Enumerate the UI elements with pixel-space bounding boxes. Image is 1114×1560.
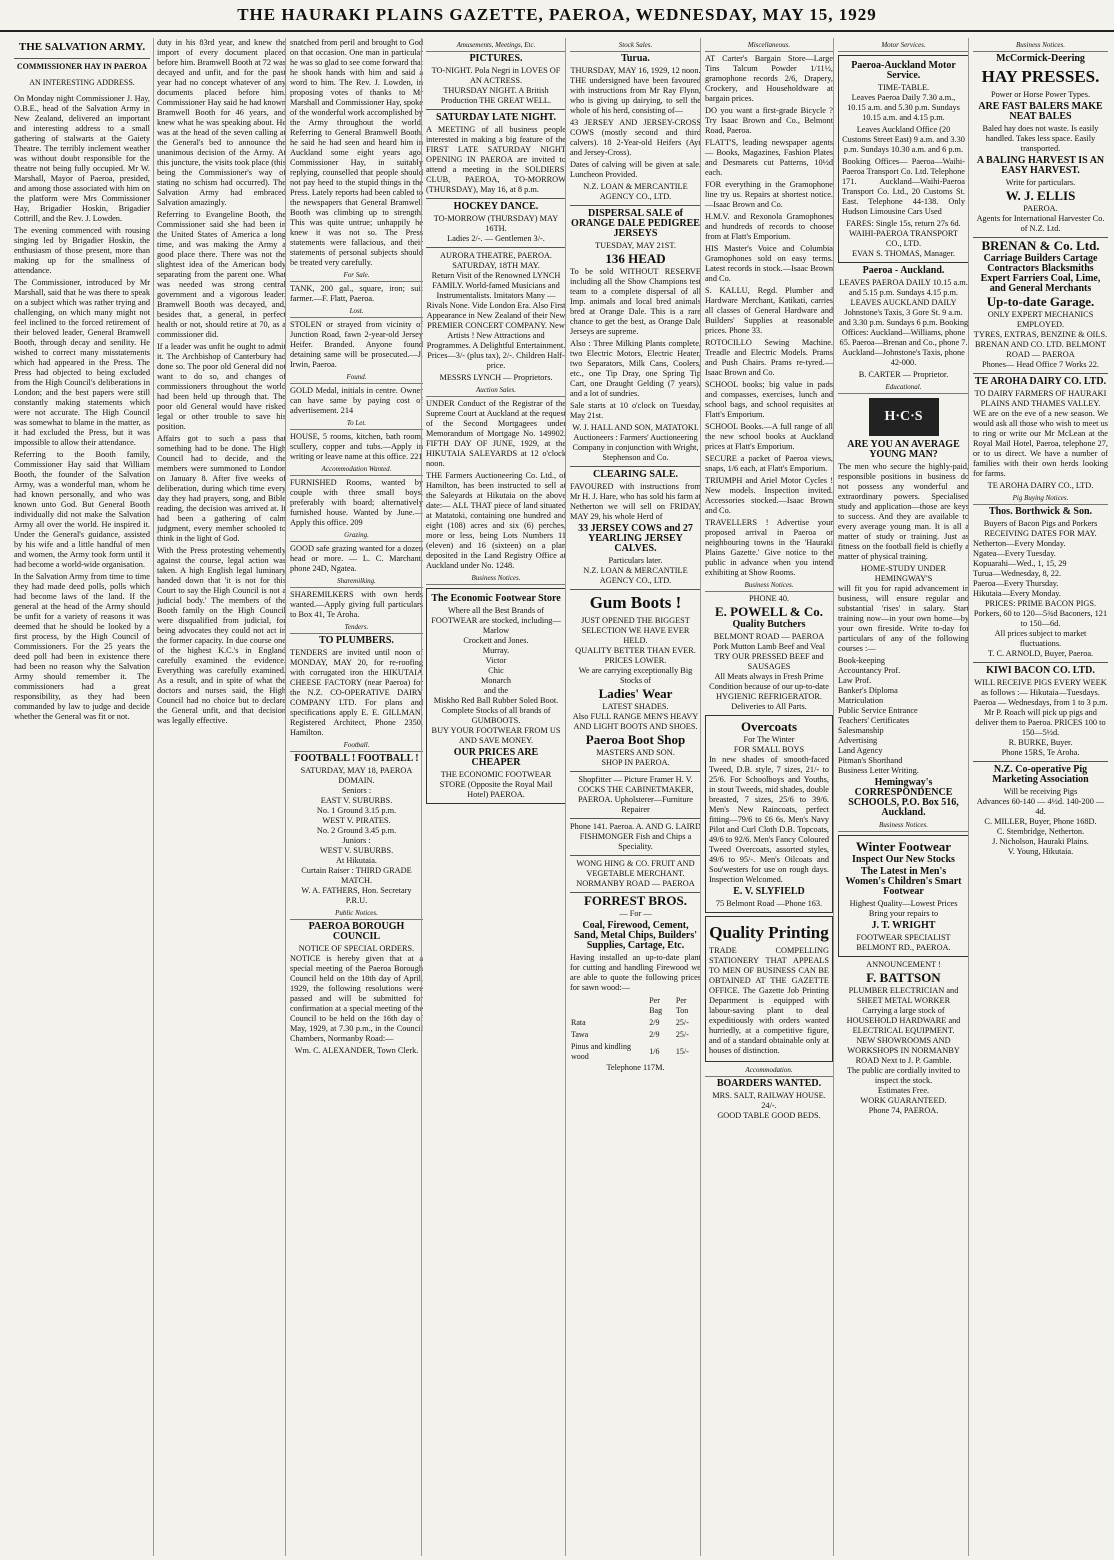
te-aroha-dairy: TE AROHA DAIRY CO. LTD.	[974, 376, 1107, 387]
column-amusements	[421, 38, 566, 1556]
section-label: Tenders.	[290, 622, 423, 634]
forrest-goods: Coal, Firewood, Cement, Sand, Metal Chips, Builders' Supplies, Cartage, Etc.	[573, 920, 698, 951]
football-secretary: W. A. FATHERS, Hon. Secretary P.R.U.	[301, 886, 412, 905]
divider	[426, 198, 566, 199]
seniors-label: Seniors :	[341, 786, 372, 795]
forrest-for: — For —	[619, 909, 652, 918]
course-item: Banker's Diploma	[838, 686, 898, 695]
te-aroha-sign: TE AROHA DAIRY CO., LTD.	[987, 481, 1094, 490]
column-salvation-army	[14, 38, 150, 1556]
article-subtitle: COMMISSIONER HAY IN PAEROA	[16, 62, 148, 71]
column-business-notices	[968, 38, 1108, 1556]
overcoats-ad	[705, 715, 833, 913]
brand-item: Crockett and Jones.	[463, 636, 529, 645]
phone-74: Phone 74, PAEROA.	[868, 1106, 939, 1115]
juniors-label: Juniors :	[342, 836, 371, 845]
buyers-line: Buyers of Bacon Pigs and Porkers	[983, 519, 1098, 528]
mccormick-deering: McCormick-Deering	[996, 53, 1085, 64]
mishko-line: Miskho Red Ball Rubber Soled Boot.	[433, 696, 559, 705]
section-label: Public Notices.	[290, 908, 423, 920]
agents: Agents for International Harvester Co. of N.Z. Ltd.	[976, 214, 1105, 233]
advances: Advances 60-140 — 4½d. 140-200 — 4d.	[976, 797, 1105, 816]
table-header-cell: Per Bag	[649, 996, 663, 1015]
winter-footwear: Winter Footwear	[855, 839, 952, 854]
course-item: Accountancy Prof.	[838, 666, 901, 675]
belmont-road: BELMONT ROAD — PAEROA	[713, 632, 825, 641]
lynch-family-ad: Return Visit of the Renowned LYNCH FAMILY. World-famed Musicians and Instrumentalists. Imitators Many — Rivals None. Vide London Era. Also First Appearance in New Zealand of their New PREMIER CONCERT COMPANY. New Artists ! New Attractions and Programmes. A Delightful Entertainment. Prices—3/- (plus tax), 2/-. Children Half-price.	[426, 271, 566, 370]
booking-offices: Booking Offices— Paeroa—Waihi-Paeroa Transport Co. Ltd. Telephone 171. Auckland—Waihi-Paeroa Transport Co. Ltd., 20 Customs St. East. Telephone 44-138. Only Hudson Limousine Cars Used	[842, 157, 965, 216]
misc-ad: S. KALLU, Regd. Plumber and Hardware Merchant, Katikati, carries all classes of General Hardware and Builders' Supplies at reasonable prices. Phone 33.	[705, 286, 833, 335]
quality-butchers: Quality Butchers	[732, 619, 806, 630]
mrs-salt: MRS. SALT, RAILWAY HOUSE.	[712, 1091, 826, 1100]
quality-line: QUALITY BETTER THAN EVER. PRICES LOWER.	[575, 646, 696, 665]
forrest-text: Having installed an up-to-date plant for cutting and handling Firewood we are able to quote the following prices for sawn wood:—	[570, 953, 701, 992]
section-label: Pig Buying Notices.	[973, 493, 1108, 505]
edu-text: will fit you for rapid advancement in business, will ensure regular and substantial 'rises' in salary. Start training now—in your own home—by your own fireside. Write to-day for particulars of any of the following courses :—	[838, 584, 969, 653]
football-date: SATURDAY, MAY 18, PAEROA DOMAIN.	[300, 766, 413, 785]
misc-ad: FLATT'S, leading newspaper agents — Books, Magazines, Fashion Plates and Desmarets cut Patterns, 10½d each.	[705, 138, 833, 177]
table-cell: 15/-	[675, 1047, 689, 1056]
paeroa-auckland-service	[838, 55, 969, 263]
course-item: Land Agency	[838, 746, 883, 755]
buyer-item: J. Nicholson, Hauraki Plains.	[992, 837, 1089, 846]
football-heading: FOOTBALL ! FOOTBALL !	[294, 753, 419, 764]
economic-heading: The Economic Footwear Store	[431, 593, 561, 604]
hockey-date: TO-MORROW (THURSDAY) MAY 16TH.	[433, 214, 559, 233]
battson-name: F. BATTSON	[866, 970, 941, 985]
pa2-text: LEAVES PAEROA DAILY 10.15 a.m. and 5.15 p.m. Sundays 4.15 p.m. LEAVES AUCKLAND DAILY Johnstone's Taxis, 3 Gore St. 9 a.m. and 3.30 p.m. Sundays 6 p.m. Booking Offices: Auckland—Williams, phone 65. Paeroa—Brenan and Co., phone 7. Auckland—Johnstone's Taxis, phone 42-000.	[838, 278, 969, 367]
tonight-listing: TO-NIGHT. Pola Negri in LOVES OF AN ACTRESS.	[431, 66, 561, 85]
brenan-name: BRENAN & Co. Ltd.	[981, 238, 1100, 253]
thursday-listing: THURSDAY NIGHT. A British Production THE GREAT WELL.	[440, 86, 552, 105]
economic-footwear-ad	[426, 588, 566, 804]
good-table: GOOD TABLE GOOD BEDS.	[717, 1111, 821, 1120]
kiwi-text: WILL RECEIVE PIGS EVERY WEEK as follows :— Hikutaia—Tuesdays. Paeroa — Wednesdays, from 1 to 3 p.m.	[973, 678, 1108, 707]
article-kicker: AN INTERESTING ADDRESS.	[29, 78, 135, 87]
section-label: Football.	[290, 740, 423, 752]
classified-ad: HOUSE, 5 rooms, kitchen, bath room, scullery, copper and tubs.—Apply in writing or leave name at this office. 221	[290, 432, 423, 461]
boarders-wanted: BOARDERS WANTED.	[716, 1078, 822, 1089]
divider	[570, 771, 701, 772]
dispersal-heading: DISPERSAL SALE of ORANGE DALE PEDIGREE JERSEYS	[571, 208, 700, 239]
tender-heading: TO PLUMBERS.	[319, 635, 394, 646]
meeting-notice: A MEETING of all business people interested in making a big feature of the FIRST LATE SATURDAY NIGHT OPENING IN PAEROA are invited to attend a meeting in the SOLDIERS' CLUB, PAEROA, TO-MORROW (THURSDAY), May 16, at 8 p.m.	[426, 125, 566, 194]
pressed-beef: TRY OUR PRESSED BEEF and SAUSAGES	[714, 652, 824, 671]
divider	[570, 466, 701, 467]
table-row	[570, 1041, 701, 1063]
fixture: EAST V. SUBURBS.	[320, 796, 393, 805]
table-cell: Pinus and kindling wood	[571, 1042, 632, 1061]
brand-item: Chic	[488, 666, 504, 675]
divider	[570, 205, 701, 206]
tyres: TYRES, EXTRAS, BENZINE & OILS.	[973, 330, 1108, 339]
dairy-text: WE are on the eve of a new season. We would ask all those who wish to meet us to ring or write our Mr McLean at the Royal Mail Hotel, Paeroa, telephone 27, or to us direct. We have a number of families with their own herds looking for farms.	[973, 409, 1108, 478]
buyer-item: C. Stembridge, Netherton.	[996, 827, 1085, 836]
buyer-item: C. MILLER, Buyer, Phone 168D.	[984, 817, 1097, 826]
roach-text: Mr P. Roach will pick up pigs and deliver them to Paeroa. PRICES 100 to 150—5½d.	[975, 708, 1106, 737]
misc-ad: HIS Master's Voice and Columbia Gramophones sold on easy terms. Latest records in stock.—Isaac Brown and Co.	[705, 244, 833, 283]
classified-ad: GOOD safe grazing wanted for a dozen head or more. — L. C. Marchant, phone 24D, Ngatea.	[290, 544, 423, 573]
laird-ad: Phone 141. Paeroa. A. AND G. LAIRD FISHMONGER Fish and Chips a Speciality.	[570, 822, 701, 851]
mechanics: ONLY EXPERT MECHANICS EMPLOYED.	[987, 310, 1094, 329]
arnold-buyer: T. C. ARNOLD, Buyer, Paeroa.	[987, 649, 1094, 658]
turua-heading: Turua.	[621, 53, 650, 64]
section-label: Auction Sales.	[426, 385, 566, 397]
will-receive: Will be receiving Pigs	[1003, 787, 1078, 796]
course-item: Law Prof.	[838, 676, 872, 685]
misc-ad: TRIUMPH and Ariel Motor Cycles ! New models. Inspection invited. Accessories stocked.—Isaac Brown and Co.	[705, 476, 833, 515]
up-to-date-garage: Up-to-date Garage.	[986, 294, 1095, 309]
wong-hing-ad: WONG HING & CO. FRUIT AND VEGETABLE MERCHANT. NORMANBY ROAD — PAEROA	[576, 859, 695, 888]
divider	[426, 247, 566, 248]
course-item: Teachers' Certificates	[838, 716, 910, 725]
section-label: To Let.	[290, 418, 423, 430]
column-classifieds	[285, 38, 423, 1556]
fixture: WEST V. SUBURBS.	[319, 846, 394, 855]
manager: EVAN S. THOMAS, Manager.	[852, 249, 955, 258]
sale-time: Sale starts at 10 o'clock on Tuesday, May 21st.	[570, 401, 701, 420]
column-salvation-army-continued	[153, 38, 286, 1556]
auctioneers: Auctioneers : Farmers' Auctioneering Company in conjunction with Wright, Stephenson and Co.	[572, 433, 699, 462]
article-paragraph: The evening commenced with rousing singing led by Brigadier Hoskin, the enthusiasm of those present, more than making up for the smallness of attendance.	[14, 226, 150, 275]
classified-ad: FURNISHED Rooms, wanted by couple with three small boys, preferably with board; alternatively furnished house. Wanted by June.—Apply this office. 209	[290, 478, 423, 527]
divider	[570, 589, 701, 590]
cows-listing: 43 JERSEY AND JERSEY-CROSS COWS (mostly second and third calvers). 18 2-Year-old Heifers (Ayr and Jersey-Cross).	[570, 118, 701, 157]
course-item: Public Service Entrance	[838, 706, 918, 715]
classified-ad: TANK, 200 gal., square, iron; suit farmer.—F. Flatt, Paeroa.	[290, 284, 423, 303]
write-particulars: Write for particulars.	[1005, 178, 1076, 187]
auction-text: THE Farmers Auctioneering Co. Ltd., of Hamilton, has been instructed to sell at the Saleyards at Hikutaia on the above date:— ALL THAT piece of land situated at Matatoki, containing one hundred and eight (108) acres and six (6) perches, more or less, being Lots Numbers 11 (eleven) and 16 (sixteen) on a plan deposited in the Land Registry Office at Auckland under No. 1248.	[426, 471, 566, 570]
brand-item: Victor	[485, 656, 507, 665]
date-item: Paeroa—Every Thursday.	[973, 579, 1059, 588]
misc-ad: AT Carter's Bargain Store—Large Tins Talcum Powder 1/11½, gramophone records 2/6, Drapery, Crockery, and Householdware at bargain prices.	[705, 54, 833, 103]
date-item: Kopuarahi—Wed., 1, 15, 29	[973, 559, 1067, 568]
slyfield-name: E. V. SLYFIELD	[733, 886, 805, 897]
gum-boots-heading: Gum Boots !	[589, 593, 682, 612]
board-price: 24/-.	[761, 1101, 777, 1110]
divider	[14, 58, 150, 59]
public-notice-signature: Wm. C. ALEXANDER, Town Clerk.	[294, 1046, 419, 1055]
particulars: Particulars later.	[608, 556, 663, 565]
brenan-address: BRENAN AND CO. LTD. BELMONT ROAD — PAEROA	[974, 340, 1107, 359]
store-address: THE ECONOMIC FOOTWEAR STORE (Opposite the Royal Mail Hotel) PAEROA.	[439, 770, 553, 799]
timetable: TIME-TABLE.	[877, 83, 930, 92]
brand-item: Marlow	[482, 626, 510, 635]
table-header-cell	[570, 995, 648, 1017]
section-label: Grazing.	[290, 530, 423, 542]
vendor: W. J. HALL AND SON, MATATOKI.	[572, 423, 699, 432]
table-row	[570, 1017, 701, 1029]
leaves-paeroa: Leaves Paeroa Daily 7.30 a.m., 10.15 a.m. and 5.30 p.m. Sundays 10.15 a.m. and 4.15 p.m.	[847, 93, 960, 122]
clearing-heading: CLEARING SALE.	[592, 469, 679, 480]
wright-name: J. T. WRIGHT	[871, 920, 936, 931]
wright-address: FOOTWEAR SPECIALIST BELMONT RD., PAEROA.	[856, 933, 951, 952]
classified-ad: GOLD Medal, initials in centre. Owner can have same by paying cost of advertisement. 214	[290, 386, 423, 415]
section-label: Business Notices.	[426, 573, 566, 585]
turua-date: THURSDAY, MAY 16, 1929, 12 noon.	[570, 66, 701, 75]
table-cell: 2/9	[649, 1018, 660, 1027]
article-paragraph: Referring to Evangeline Booth, the Commissioner said she had been in the United States of America a long time, and was making the Army a good place there. There was not the slightest idea of the American body separating from the parent one. What was needed was strong central government and a vigorous leader. Bramwell Booth was decayed, and, besides that, a general, in perfect health or not, should retire at 70, as a commissioner did.	[157, 210, 286, 339]
table-cell: Tawa	[571, 1030, 589, 1039]
quality-printing-heading: Quality Printing	[709, 923, 829, 942]
phone-number: PHONE 40.	[748, 594, 790, 603]
saturday-heading: SATURDAY LATE NIGHT.	[435, 112, 557, 123]
herd-listing: 33 JERSEY COWS and 27 YEARLING JERSEY CALVES.	[578, 523, 693, 554]
work-guaranteed: WORK GUARANTEED.	[860, 1096, 947, 1105]
latest-footwear: The Latest in Men's Women's Children's Smart Footwear	[845, 866, 962, 897]
divider	[570, 818, 701, 819]
cocks-ad: Shopfitter — Picture Framer H. V. COCKS THE CABINETMAKER, PAEROA. Upholsterer—Furniture Repairer	[577, 775, 694, 814]
date-item: Ngatea—Every Tuesday.	[973, 549, 1056, 558]
article-paragraph: On Monday night Commissioner J. Hay, O.B.E., head of the Salvation Army in New Zealand, delivered an important and interesting address to a small gathering of stalwarts at the Gaiety Theatre. The terribly inclement weather was without doubt responsible for the theatre not being fully occupied. Mr W. Marshall, Mayor of Paeroa, presided, and among those associated with him on the platform were Mrs Commissioner Hay, Brigadier Hoskin, Brigadier Cottrill, and the Rev. J. Lowden.	[14, 94, 150, 223]
divider	[973, 761, 1108, 762]
pictures-heading: PICTURES.	[469, 53, 523, 64]
phones: Phones— Head Office 7 Works 22.	[981, 360, 1099, 369]
slyfield-address: 75 Belmont Road —Phone 163.	[715, 899, 823, 908]
burke-phone: Phone 15RS, Te Aroha.	[1001, 748, 1080, 757]
power-types: Power or Horse Power Types.	[990, 90, 1091, 99]
hockey-heading: HOCKEY DANCE.	[453, 201, 539, 212]
misc-ad: SCHOOL Books.—A full range of all the new school books at Auckland prices at Flatt's Emporium.	[705, 422, 833, 451]
inspect-stocks: Inspect Our New Stocks	[852, 854, 955, 865]
invited: The public are cordially invited to inspect the stock.	[846, 1066, 961, 1085]
carrying-line: We are carrying exceptionally Big Stocks of	[578, 666, 693, 685]
column-stock-sales	[565, 38, 701, 1556]
forrest-phone: Telephone 117M.	[606, 1063, 665, 1072]
auction-notice: UNDER Conduct of the Registrar of the Supreme Court at Auckland at the request of the Second Mortgagees under Memorandum of Mortgage No. 149902. FIFTH DAY OF JUNE, 1929, at the HIKUTAIA SALEYARDS at 12 o'clock noon.	[426, 399, 566, 468]
masthead-title: THE HAURAKI PLAINS GAZETTE, PAEROA, WEDNESDAY, MAY 15, 1929	[237, 5, 877, 24]
divider	[973, 662, 1108, 663]
course-item: Business Letter Writing.	[838, 766, 919, 775]
cows-note: Dates of calving will be given at sale. Luncheon Provided.	[570, 160, 701, 179]
lynch-proprietors: MESSRS LYNCH — Proprietors.	[439, 373, 553, 382]
section-label: Business Notices.	[705, 580, 833, 592]
dairy-farmers: TO DAIRY FARMERS OF HAURAKI PLAINS AND THAMES VALLEY.	[974, 389, 1107, 408]
powell-name: E. POWELL & Co.	[715, 604, 823, 619]
buyer-item: V. Young, Hikutaia.	[1007, 847, 1074, 856]
article-paragraph: With the Press protesting vehemently against the course, legal action was taken. A high English legal luminary handed down that 'it is not for this Court to say the High Council is not a judicial body.' The members of the Booth family on the High Council were disqualified from judicial, for being advocates they could not act in the former capacity. In due course one of the highest K.C.'s in England carefully examined the evidence. Everything was carefully examined. As a result, and in spite of what the doctors and nurses said, the High Council had no choice but to declare the General unfit, and that decision was legally effective.	[157, 546, 286, 725]
public-notice-heading: PAEROA BOROUGH COUNCIL	[308, 921, 405, 942]
fixture: WEST V. PIRATES.	[322, 816, 391, 825]
quality-printing-text: TRADE COMPELLING STATIONERY THAT APPEALS TO MEN OF BUSINESS CAN BE OBTAINED AT THE GAZETTE OFFICE. The Gazette Job Printing Department is equipped with labour-saving plant to deal expeditiously with orders wanted hurriedly, at a competitive figure, and of a standard obtainable only at houses of distinction.	[709, 946, 829, 1055]
coats-list: In new shades of smooth-faced Tweed, D.B. style, 7 sizes, 21/- to 25/6. For Schoolboys and Youths, in stout Tweeds, mid shades, double breasted, 7 sizes, 25/6 to 39/6. Men's New Raincoats, perfect fitting—79/6 to £6 6s. Men's Navy Pilot and Curl Cloth D.B. Topcoats, 49/6 to 92/6. Men's Fancy Coloured Tweed Overcoats, assorted styles, 49/6 to 95/-. Men's Oilcoats and Sou'westers for use on rough days. Inspection Welcomed.	[709, 755, 829, 884]
cheaper-line: OUR PRICES ARE CHEAPER	[453, 747, 539, 768]
table-cell: 1/6	[649, 1047, 660, 1056]
fixture: No. 2 Ground 3.45 p.m.	[316, 826, 397, 835]
table-header-cell: Per Ton	[675, 996, 689, 1015]
table-row	[570, 1029, 701, 1041]
article-paragraph: snatched from peril and brought to God on that occasion. One man in particular he was so glad to see come forward that he shook hands with him and said a word to him. The Rev. J. Lowden, in proposing votes of thanks to Mr Marshall and Commissioner Hay, spoke of the wonderful work accomplished by the Army throughout the world. Referring to General Bramwell Booth, he said he had seen and heard him in Auckland some eight years ago. Commissioner Hay, in suitably replying, counselled that people should not pay heed to the stupid things in the Press. Lately reports had been cabled to the newspapers that General Bramwell Booth was climbing up to strength. This was quite untrue; unhappily he knew it was not so. The Press statements were fallacious, and their statements of personal subjects should be treated very carefully.	[290, 38, 423, 267]
dispersal-date: TUESDAY, MAY 21ST.	[595, 241, 676, 250]
article-paragraph: duty in his 83rd year, and knew the import of every document placed before him. Bramwell Booth at 72 was decayed and unfit, and for the past year had no concept whatever of any documents placed before him. Commissioner Hay said he had known Bramwell Booth for 46 years, and knew what he was speaking about. He was at the head of the seven calling at the General's bed to announce the unanimous decision of the Army. At this juncture, the visits took place (this being the Commissioner's way of stating no schism had occurred). The Salvation Army had embraced Salvation amazingly.	[157, 38, 286, 207]
table-cell: 25/-	[675, 1030, 689, 1039]
section-label: Amusements, Meetings, Etc.	[426, 40, 566, 52]
article-paragraph: If a leader was unfit he ought to admit it. The Archbishop of Canterbury had done so. The poor old General did not want to do so, and changes of commissioners throughout the world had been held up through that. The poor old General would have risked legal or other trouble to save his position.	[157, 342, 286, 431]
article-paragraph: In the Salvation Army from time to time they had made deed polls, polls which had become laws of the land. If the general at the head of the Army should be unfit for a variety of reasons it was deemed that he should be looked by a first process, by the High Council of Commissioners. For the 25 years the deed poll had been in existence there had been no reason why the Salvation Army should remember it. The commissioners had a great responsibility, as they had been commanded by law to judge and decide whether the General was fit or not.	[14, 572, 150, 721]
agency-name: N.Z. LOAN & MERCANTILE AGENCY CO., LTD.	[583, 182, 688, 201]
leaves-auckland: Leaves Auckland Office (20 Customs Street East) 9 a.m. and 3.30 p.m. Sundays 10.30 a.m. and 6 p.m.	[842, 125, 965, 154]
section-label: For Sale.	[290, 270, 423, 282]
table-header-row	[570, 995, 701, 1017]
date-item: Netherton—Every Monday.	[973, 539, 1066, 548]
overcoats-heading: Overcoats	[740, 719, 798, 734]
carter-proprietor: B. CARTER — Proprietor.	[858, 370, 949, 379]
average-young-man: ARE YOU AN AVERAGE YOUNG MAN?	[847, 439, 960, 460]
meats-list: Pork Mutton Lamb Beef and Veal	[712, 642, 826, 651]
pig-prices: PRICES: PRIME BACON PIGS. Porkers, 60 to 120—5¾d Baconers, 121 to 150—6d.	[973, 599, 1108, 628]
classified-ad: SHAREMILKERS with own herds wanted.—Apply giving full particulars to Box 41, Te Aroha.	[290, 590, 423, 619]
misc-ad: FOR everything in the Gramophone line try us. Repairs at shortest notice.—Isaac Brown and Co.	[705, 180, 833, 209]
gumboots-line: Complete Stocks of all brands of GUMBOOTS.	[441, 706, 551, 725]
section-label: Lost.	[290, 306, 423, 318]
agency-name: N.Z. LOAN & MERCANTILE AGENCY CO., LTD.	[583, 566, 688, 585]
article-title: THE SALVATION ARMY.	[18, 41, 146, 53]
fares: FARES: Single 15s, return 27s 6d.	[846, 219, 961, 228]
clearing-text: FAVOURED with instructions from Mr H. J. Hare, who has sold his farm at Netherton we will sell on FRIDAY, MAY 29, his whole Herd of	[570, 482, 701, 521]
section-label: Business Notices.	[973, 40, 1108, 52]
dispersal-also: Also : Three Milking Plants complete, two Electric Motors, Electric Heater, two Separators, Milk Cans, Coolers, etc., one Tip Dray, one Spring Tip Cart, one Draught Gelding (7 years), and a lot of sundries.	[570, 339, 701, 398]
prices-subject: All prices subject to market fluctuations.	[994, 629, 1087, 648]
course-item: Matriculation	[838, 696, 884, 705]
quality-printing-ad	[705, 916, 833, 1062]
misc-ad: SECURE a packet of Paeroa views, snaps, 1/6 each, at Flatt's Emporium.	[705, 454, 833, 473]
divider	[426, 109, 566, 110]
quality-prices: Highest Quality—Lowest Prices	[849, 899, 958, 908]
table-cell: Rata	[571, 1018, 586, 1027]
brenan-trades: Carriage Builders Cartage Contractors Blacksmiths Expert Farriers Coal, Lime, and General Merchants	[980, 253, 1101, 294]
wood-prices-table	[570, 995, 701, 1063]
latest-shades: LATEST SHADES.	[602, 702, 669, 711]
ladies-wear: Ladies' Wear	[598, 686, 673, 701]
ellis-town: PAEROA.	[1023, 204, 1058, 213]
shop-in-paeroa: SHOP IN PAEROA.	[601, 758, 670, 767]
section-label: Miscellaneous.	[705, 40, 833, 52]
aurora-theatre: AURORA THEATRE, PAEROA. SATURDAY, 18TH MAY.	[439, 251, 553, 270]
misc-ad: DO you want a first-grade Bicycle ? Try Isaac Brown and Co., Belmont Road, Paeroa.	[705, 106, 833, 135]
misc-ad: ROTOCILLO Sewing Machine. Treadle and Electric Models. Prams and Push Chairs. Prams re-tyred.—Isaac Brown and Co.	[705, 338, 833, 377]
fixture: At Hikutaia.	[335, 856, 377, 865]
kiwi-bacon: KIWI BACON CO. LTD.	[986, 665, 1095, 676]
hcs-logo: H·C·S	[869, 398, 939, 436]
table-cell: 2/9	[649, 1030, 660, 1039]
buy-line: BUY YOUR FOOTWEAR FROM US AND SAVE MONEY.	[431, 726, 561, 745]
baling-harvest: A BALING HARVEST IS AN EASY HARVEST.	[976, 155, 1105, 176]
section-label: Found.	[290, 372, 423, 384]
column-miscellaneous	[700, 38, 833, 1556]
section-label: Accommodation.	[705, 1065, 833, 1077]
full-range: Also FULL RANGE MEN'S HEAVY AND LIGHT BOOTS AND SHOES.	[572, 712, 699, 731]
hay-presses: HAY PRESSES.	[981, 67, 1100, 86]
estimates-free: Estimates Free.	[877, 1086, 930, 1095]
hemingway-schools: Hemingway's CORRESPONDENCE SCHOOLS, P.O. Box 516, Auckland.	[848, 777, 959, 818]
article-paragraph: Referring to the Booth family, Commissioner Hay said that William Booth, the founder of the Salvation Army, was a wonderful man, whom he had known personally, and who was known unto God. But General Booth individually did not make the Salvation Army all over the world. He inspired it. Under the General's guidance, assisted by his wife and a little handful of men and women, the Army took form until it had become a world-wide organisation.	[14, 450, 150, 569]
section-label: Business Notices.	[838, 820, 969, 832]
course-item: Salesmanship	[838, 726, 884, 735]
head-count: 136 HEAD	[605, 251, 666, 266]
course-item: Book-keeping	[838, 656, 886, 665]
paeroa-boot-shop: Paeroa Boot Shop	[585, 732, 686, 747]
dispersal-text: To be sold WITHOUT RESERVE including all the Show Champions test team to a complete dispersal of all Imp. animals and local bred animals bred at Orange Dale. This is a rare chance to get the best, as Orange Dale Jerseys are supreme.	[570, 267, 701, 336]
public-notice-text: NOTICE is hereby given that at a special meeting of the Paeroa Borough Council held on the 18th day of April, 1929, the following resolutions were passed and will be submitted for confirmation at a special meeting of the Council to be held on the 16th day of May, 1929, at 7.30 p.m., in the Council Chambers, Normanby Road:—	[290, 954, 423, 1043]
date-item: Turua—Wednesday, 8, 22.	[973, 569, 1062, 578]
column-motor-services	[833, 38, 969, 1556]
public-notice-subheading: NOTICE OF SPECIAL ORDERS.	[298, 944, 415, 953]
table-cell: 25/-	[675, 1018, 689, 1027]
course-item: Advertising	[838, 736, 878, 745]
brand-item: Monarch	[481, 676, 511, 685]
section-label: Motor Services.	[838, 40, 969, 52]
article-paragraph: The Commissioner, introduced by Mr Marshall, said that he was there to speak on a subject which was rather trying and challenging, on which many might not feel inclined to the forced retirement of their beloved leader, General Bramwell Booth, through decay and senility. He wished to correct many misstatements which had appeared in the Press. The Press had objected to being excluded from the High Council's deliberations in London; and the best papers were still constantly making statements which were not accurate. The High Council was somewhat to blame in the matter, as it had excluded the Press, but it was impossible to allow their attendance.	[14, 278, 150, 447]
misc-ad: TRAVELLERS ! Advertise your proposed arrival in Paeroa or neighbouring towns in the 'Hauraki Plains Gazette.' Give notice to the public in advance when you intend exhibiting at Show Rooms.	[705, 518, 833, 577]
edu-text: The men who secure the highly-paid, responsible positions in business do not possess any wonderful and extraordinary powers. Specialised study and application—those are keys to success. And they are available to every average young man. It is all a matter of study or training. Just as fitness on the football field is chiefly a matter of physical training.	[838, 462, 969, 561]
section-label: Sharemilking.	[290, 576, 423, 588]
receiving-dates: RECEIVING DATES FOR MAY.	[984, 529, 1097, 538]
misc-ad: SCHOOL books; big value in pads and compasses, exercises, lunch and school bags, and school requisites at Flatt's Emporium.	[705, 380, 833, 419]
tender-text: TENDERS are invited until noon of MONDAY, MAY 20, for re-roofing with corrugated iron the HIKUTAIA CHEESE FACTORY (near Paeroa) for the N.Z. CO-OPERATIVE DAIRY COMPANY LTD. For plans and specifications apply E. E. GILLMAN, Registered Architect, Phone 2350, Hamilton.	[290, 648, 423, 737]
article-paragraph: Affairs got to such a pass that something had to be done. The High Council had to decide, and the members were summoned to London on January 8. After five weeks of deliberation, during which time every day they had prayers, song, and Bible reading, the decision was arrived at. It had been a gathering of calm judgment, every member schooled to think in the light of God.	[157, 434, 286, 543]
misc-ad: H.M.V. and Rexonola Gramophones and hundreds of records to choose from at Flatt's Emporium.	[705, 212, 833, 241]
fast-balers: ARE FAST BALERS MAKE NEAT BALES	[978, 101, 1103, 122]
section-label: Stock Sales.	[570, 40, 701, 52]
divider	[973, 373, 1108, 374]
baled-hay: Baled hay does not waste. Is easily handled. Takes less space. Easily transported.	[982, 124, 1099, 153]
date-item: Hikutaia—Every Monday.	[973, 589, 1061, 598]
section-label: Educational.	[838, 382, 969, 394]
repairs-line: Bring your repairs to	[868, 909, 939, 918]
course-item: Pitman's Shorthand	[838, 756, 903, 765]
hockey-price: Ladies 2/-. — Gentlemen 3/-.	[447, 234, 545, 243]
ellis-name: W. J. ELLIS	[1005, 188, 1076, 203]
pa-heading: Paeroa-Auckland Motor Service.	[851, 60, 956, 81]
burke-buyer: R. BURKE, Buyer.	[1008, 738, 1073, 747]
forrest-bros: FORREST BROS.	[583, 893, 688, 908]
showrooms: NEW SHOWROOMS AND WORKSHOPS IN NORMANBY ROAD Next to J. P. Gamble.	[847, 1036, 960, 1065]
nz-coop-pig: N.Z. Co-operative Pig Marketing Association	[992, 764, 1089, 785]
economic-text: Where all the Best Brands of FOOTWEAR are stocked, including—	[431, 606, 561, 625]
home-study: HOME-STUDY UNDER HEMINGWAY'S	[860, 564, 947, 583]
divider	[570, 855, 701, 856]
waihi-transport: WAIHI-PAEROA TRANSPORT CO., LTD.	[849, 229, 958, 248]
turua-text: THE undersigned have been favoured with instructions from Mr Ray Flynn, who is giving up dairying, to sell the whole of his herd, consisting of—	[570, 76, 701, 115]
brand-item: Murray.	[482, 646, 510, 655]
masthead	[0, 0, 1114, 32]
classified-ad: STOLEN or strayed from vicinity of Junction Road, fawn 2-year-old Jersey Heifer. Branded. Anyone found detaining same will be prosecuted.—J. Irwin, Paeroa.	[290, 320, 423, 369]
pa2-heading: Paeroa - Auckland.	[862, 265, 945, 276]
for-the-winter: For The Winter	[743, 735, 795, 744]
small-boys: FOR SMALL BOYS	[733, 745, 805, 754]
fresh-condition: All Meats always in Fresh Prime Condition because of our up-to-date HYGIENIC REFRIGERATOR. Deliveries to All Parts.	[709, 672, 829, 711]
borthwick: Thos. Borthwick & Son.	[988, 506, 1093, 517]
announcement: ANNOUNCEMENT !	[866, 960, 941, 969]
battson-text: Carrying a large stock of HOUSEHOLD HARDWARE and ELECTRICAL EQUIPMENT.	[846, 1006, 961, 1035]
curtain-raiser: Curtain Raiser : THIRD GRADE MATCH.	[301, 866, 412, 885]
brand-item: and the	[483, 686, 509, 695]
masters-and-son: MASTERS AND SON.	[596, 748, 675, 757]
just-opened: JUST OPENED THE BIGGEST SELECTION WE HAVE EVER HELD.	[581, 616, 690, 645]
battson-trades: PLUMBER ELECTRICIAN and SHEET METAL WORKER	[848, 986, 959, 1005]
section-label: Accommodation Wanted.	[290, 464, 423, 476]
fixture: No. 1 Ground 3.15 p.m.	[316, 806, 397, 815]
winter-footwear-ad	[838, 835, 969, 957]
